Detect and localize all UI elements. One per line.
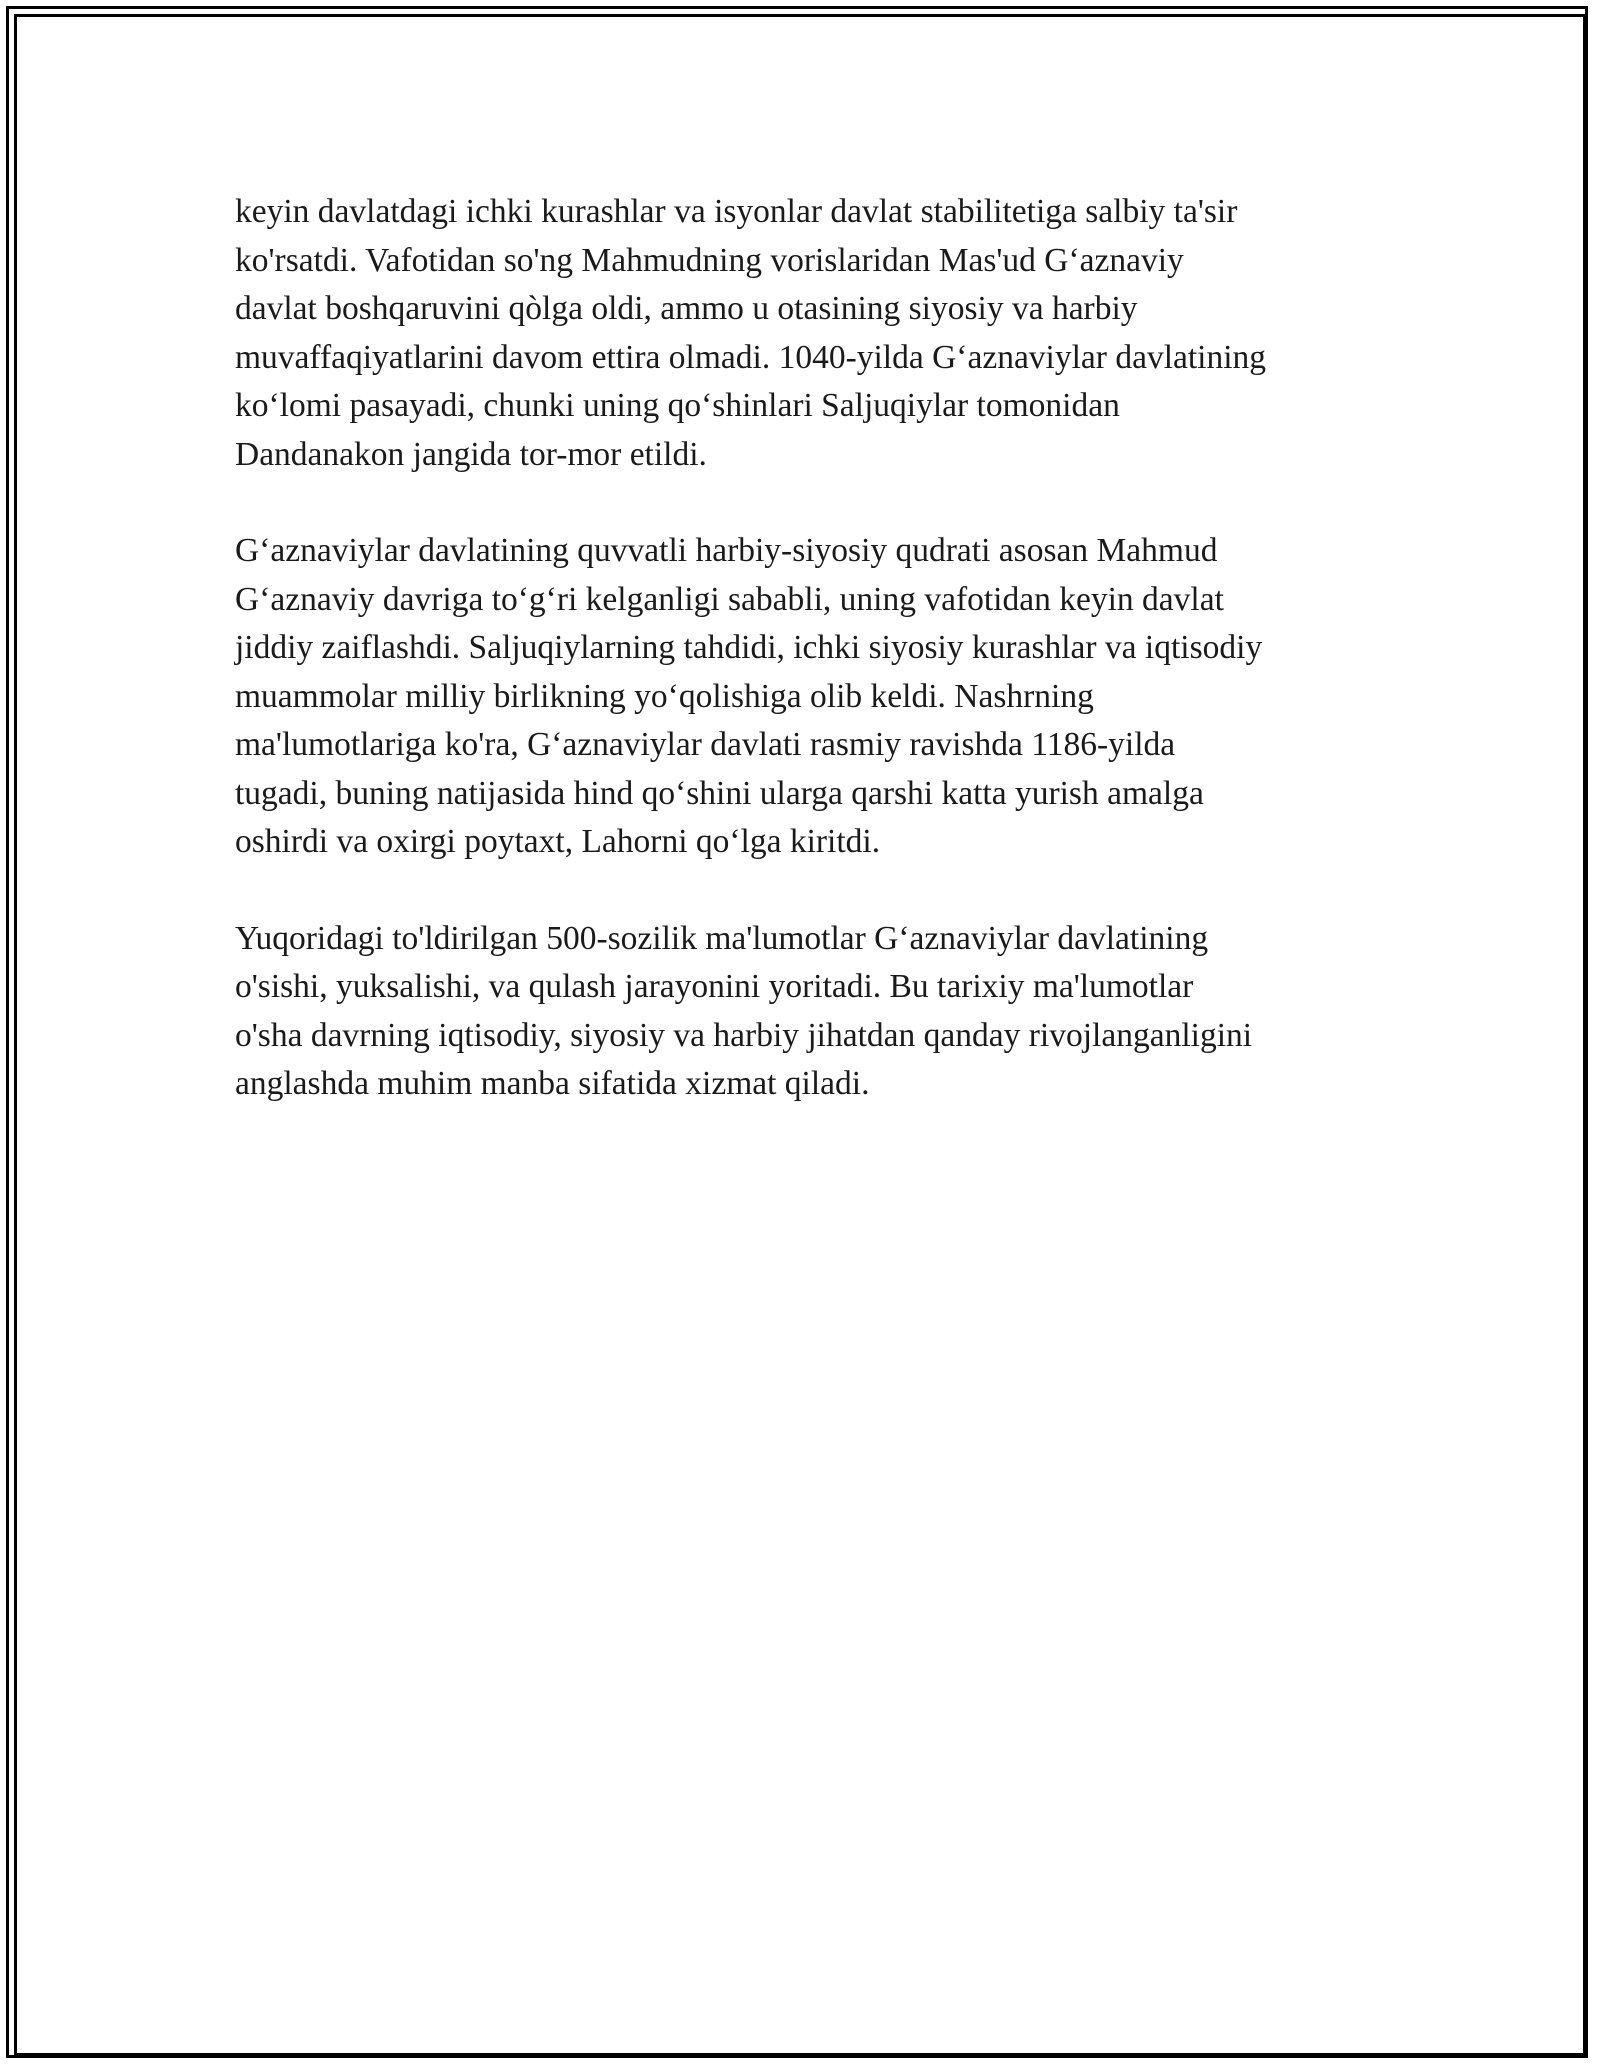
text-line: davlat boshqaruvini qòlga oldi, ammo u otasining siyosiy va harbiy — [235, 290, 1138, 327]
text-line: ma'lumotlariga ko'ra, G‘aznaviylar davlati rasmiy ravishda 1186-yilda — [235, 726, 1176, 763]
text-line: Yuqoridagi to'ldirilgan 500-sozilik ma'lumotlar G‘aznaviylar davlatining — [235, 919, 1209, 957]
text-line: oshirdi va oxirgi poytaxt, Lahorni qo‘lga kiritdi. — [235, 823, 881, 860]
text-line: o'sha davrning iqtisodiy, siyosiy va harbiy jihatdan qanday rivojlanganligini — [235, 1016, 1253, 1054]
text-line: ko'rsatdi. Vafotidan so'ng Mahmudning vorislaridan Mas'ud G‘aznaviy — [235, 241, 1184, 279]
paragraph-3 — [235, 915, 1415, 1109]
paragraph-2 — [235, 527, 1415, 867]
text-line: Dandanakon jangida tor-mor etildi. — [235, 435, 707, 473]
text-line: G‘aznaviy davriga to‘g‘ri kelganligi sababli, uning vafotidan keyin davlat — [235, 580, 1224, 618]
text-line: jiddiy zaiflashdi. Saljuqiylarning tahdidi, ichki siyosiy kurashlar va iqtisodiy — [235, 629, 1263, 666]
text-line: G‘aznaviylar davlatining quvvatli harbiy-siyosiy qudrati asosan Mahmud — [235, 532, 1218, 569]
text-line: muvaffaqiyatlarini davom ettira olmadi. 1040-yilda G‘aznaviylar davlatining — [235, 338, 1267, 376]
text-line: ko‘lomi pasayadi, chunki uning qo‘shinlari Saljuqiylar tomonidan — [235, 387, 1120, 424]
text-line: anglashda muhim manba sifatida xizmat qiladi. — [235, 1065, 870, 1102]
document-body — [235, 188, 1415, 1157]
paragraph-1 — [235, 188, 1415, 479]
text-line: muammolar milliy birlikning yo‘qolishiga olib keldi. Nashrning — [235, 677, 1094, 715]
text-line: tugadi, buning natijasida hind qo‘shini ularga qarshi katta yurish amalga — [235, 774, 1204, 812]
text-line: keyin davlatdagi ichki kurashlar va isyonlar davlat stabilitetiga salbiy ta'sir — [235, 193, 1238, 230]
text-line: o'sishi, yuksalishi, va qulash jarayonini yoritadi. Bu tarixiy ma'lumotlar — [235, 968, 1194, 1005]
